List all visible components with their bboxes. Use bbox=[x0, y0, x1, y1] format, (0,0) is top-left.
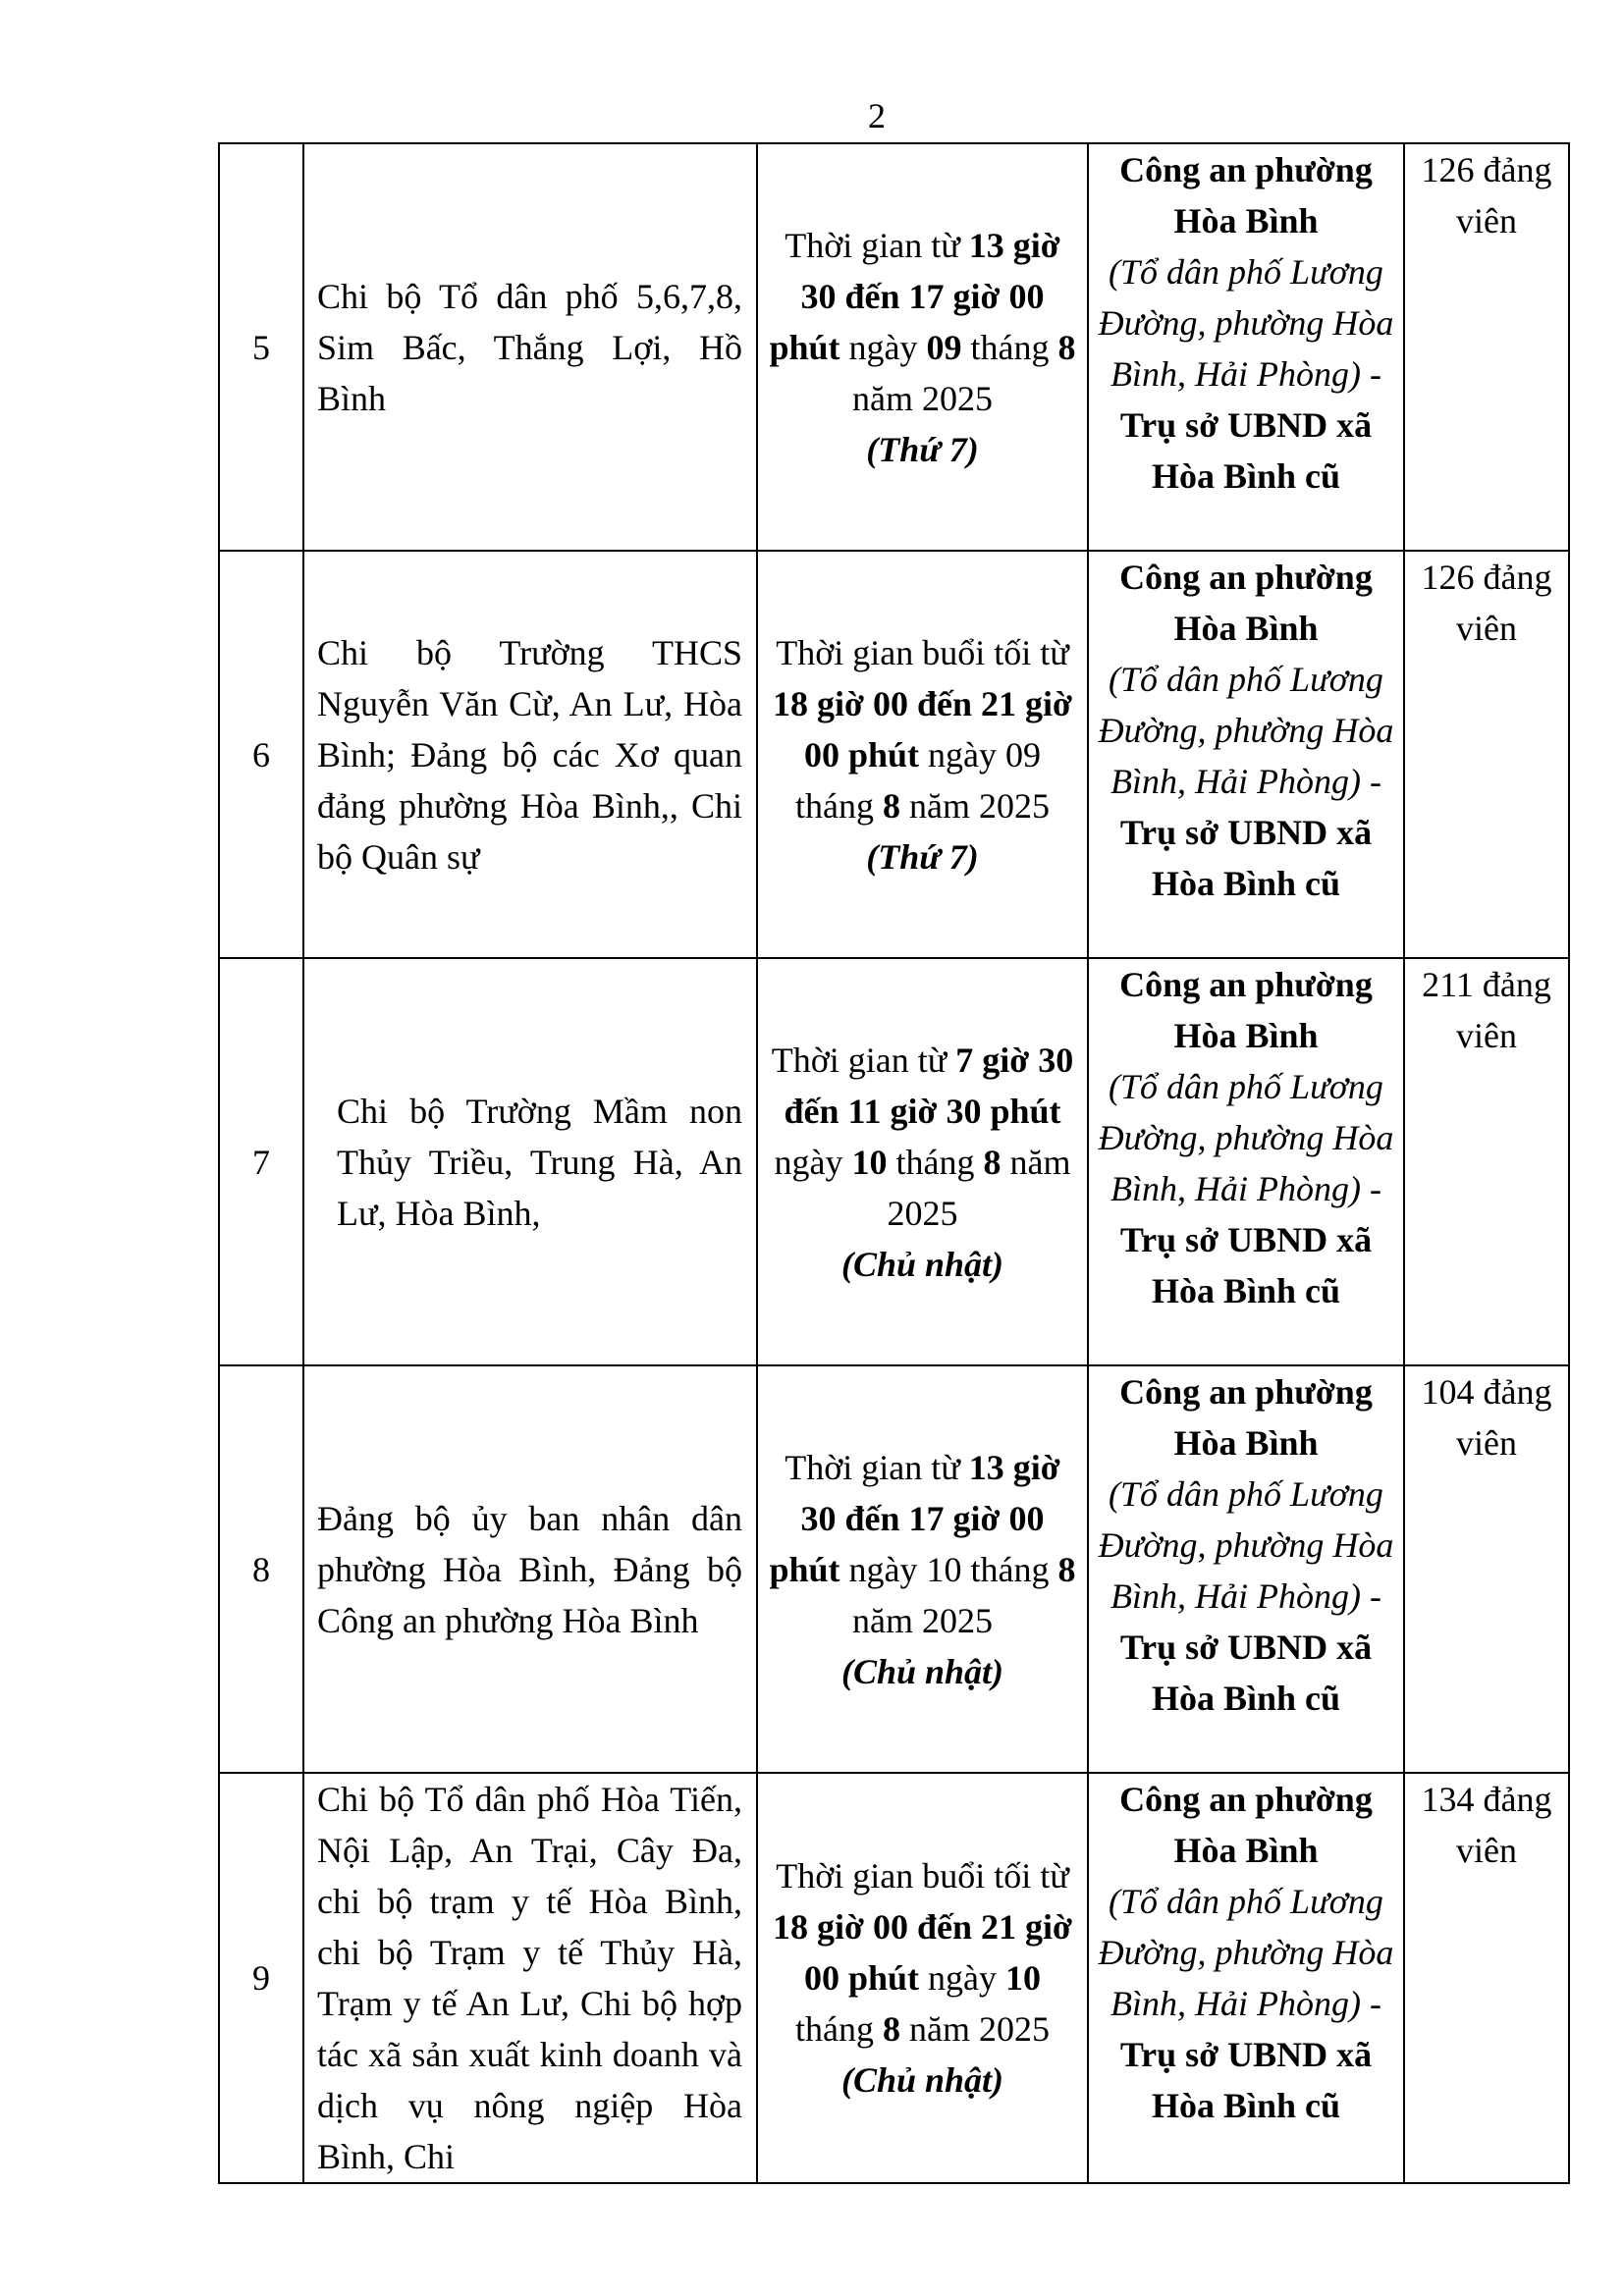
time-text: năm 2025 bbox=[852, 378, 993, 418]
place-address: (Tổ dân phố Lương Đường, phường Hòa Bình, Hải Phòng) bbox=[1098, 252, 1394, 394]
place-address: (Tổ dân phố Lương Đường, phường Hòa Bình, Hải Phòng) bbox=[1098, 1474, 1394, 1616]
row-number: 9 bbox=[219, 1773, 303, 2183]
time-cell bbox=[757, 143, 1088, 551]
time-bold-day: 10 bbox=[1005, 1958, 1042, 1998]
time-text: ngày 10 tháng bbox=[839, 1549, 1058, 1589]
place-address: (Tổ dân phố Lương Đường, phường Hòa Bình, Hải Phòng) bbox=[1098, 1067, 1394, 1208]
time-text: năm 2025 bbox=[887, 1142, 1071, 1233]
place-head: Công an phường Hòa Bình bbox=[1119, 150, 1373, 240]
party-unit-cell bbox=[303, 143, 757, 551]
page-number: 2 bbox=[868, 96, 886, 135]
time-bold-hours: 18 giờ 00 đến 21 giờ 00 phút bbox=[773, 1907, 1072, 1998]
place-cell bbox=[1088, 958, 1404, 1365]
row-number: 7 bbox=[219, 958, 303, 1365]
place-venue: Trụ sở UBND xã Hòa Bình cũ bbox=[1119, 813, 1373, 903]
time-bold-month: 8 bbox=[883, 2009, 900, 2049]
time-text: ngày bbox=[839, 327, 927, 367]
time-text: Thời gian từ bbox=[785, 1447, 969, 1487]
row-number: 5 bbox=[219, 143, 303, 551]
time-cell bbox=[757, 1773, 1088, 2183]
time-cell bbox=[757, 1365, 1088, 1773]
time-text: ngày 09 tháng bbox=[795, 734, 1042, 826]
place-venue: Trụ sở UBND xã Hòa Bình cũ bbox=[1119, 2035, 1373, 2125]
table-row bbox=[219, 1365, 1569, 1773]
place-venue: Trụ sở UBND xã Hòa Bình cũ bbox=[1119, 1220, 1373, 1310]
member-count: 126 đảng viên bbox=[1404, 551, 1569, 958]
time-cell bbox=[757, 958, 1088, 1365]
place-separator: - bbox=[1360, 1576, 1381, 1616]
time-text: ngày bbox=[774, 1142, 852, 1182]
time-text: tháng bbox=[961, 327, 1058, 367]
time-bold-month: 8 bbox=[983, 1142, 1001, 1182]
time-bold-hours: 18 giờ 00 đến 21 giờ 00 phút bbox=[773, 683, 1072, 774]
weekday-label: (Chủ nhật) bbox=[840, 2060, 1004, 2100]
time-text: Thời gian buổi tối từ bbox=[776, 1856, 1069, 1896]
member-count: 134 đảng viên bbox=[1404, 1773, 1569, 2183]
row-number: 8 bbox=[219, 1365, 303, 1773]
place-cell bbox=[1088, 143, 1404, 551]
time-bold-day: 10 bbox=[851, 1142, 888, 1182]
place-head: Công an phường Hòa Bình bbox=[1119, 965, 1373, 1055]
time-text: Thời gian từ bbox=[785, 225, 969, 265]
place-separator: - bbox=[1360, 354, 1381, 394]
party-unit-cell bbox=[303, 551, 757, 958]
place-address: (Tổ dân phố Lương Đường, phường Hòa Bình, Hải Phòng) bbox=[1098, 660, 1394, 801]
time-text: ngày bbox=[919, 1958, 1006, 1998]
time-bold-month: 8 bbox=[1057, 327, 1076, 367]
time-bold-hours: 13 giờ 30 đến 17 giờ 00 phút bbox=[769, 225, 1060, 367]
table-row bbox=[219, 1773, 1569, 2183]
schedule-table bbox=[218, 142, 1570, 2184]
time-cell bbox=[757, 551, 1088, 958]
time-text: tháng bbox=[887, 1142, 984, 1182]
time-bold-day: 8 bbox=[883, 785, 900, 826]
party-unit-text: Chi bộ Tổ dân phố Hòa Tiến, Nội Lập, An Trại, Cây Đa, chi bộ trạm y tế Hòa Bình, chi bộ Trạm y tế Thủy Hà, Trạm y tế An Lư, Chi bộ hợp tác xã sản xuất kinh doanh và dịch vụ nông ngiệp Hòa Bình, Chi bbox=[317, 1780, 742, 2176]
member-count: 126 đảng viên bbox=[1404, 143, 1569, 551]
party-unit-text: Chi bộ Tổ dân phố 5,6,7,8, Sim Bấc, Thắng Lợi, Hồ Bình bbox=[317, 276, 742, 418]
place-head: Công an phường Hòa Bình bbox=[1119, 558, 1373, 648]
place-venue: Trụ sở UBND xã Hòa Bình cũ bbox=[1119, 405, 1373, 496]
party-unit-cell bbox=[303, 958, 757, 1365]
weekday-label: (Chủ nhật) bbox=[840, 1244, 1004, 1284]
place-separator: - bbox=[1360, 762, 1381, 801]
place-head: Công an phường Hòa Bình bbox=[1119, 1780, 1373, 1870]
place-cell bbox=[1088, 1365, 1404, 1773]
member-count: 211 đảng viên bbox=[1404, 958, 1569, 1365]
party-unit-text: Chi bộ Trường Mầm non Thủy Triều, Trung Hà, An Lư, Hòa Bình, bbox=[337, 1091, 742, 1233]
time-text: Thời gian từ bbox=[771, 1040, 956, 1080]
time-text: năm 2025 bbox=[852, 1600, 993, 1640]
weekday-label: (Chủ nhật) bbox=[840, 1651, 1004, 1691]
time-bold-hours: 7 giờ 30 đến 11 giờ 30 phút bbox=[784, 1040, 1074, 1131]
party-unit-cell bbox=[303, 1773, 757, 2183]
party-unit-text: Đảng bộ ủy ban nhân dân phường Hòa Bình, Đảng bộ Công an phường Hòa Bình bbox=[317, 1498, 742, 1640]
weekday-label: (Thứ 7) bbox=[866, 836, 979, 877]
row-number: 6 bbox=[219, 551, 303, 958]
place-separator: - bbox=[1360, 1984, 1381, 2023]
time-text: năm 2025 bbox=[900, 2009, 1050, 2049]
time-bold-day: 09 bbox=[926, 327, 962, 367]
party-unit-cell bbox=[303, 1365, 757, 1773]
place-venue: Trụ sở UBND xã Hòa Bình cũ bbox=[1119, 1628, 1373, 1718]
place-address: (Tổ dân phố Lương Đường, phường Hòa Bình, Hải Phòng) bbox=[1098, 1882, 1394, 2023]
table-row bbox=[219, 551, 1569, 958]
place-cell bbox=[1088, 551, 1404, 958]
party-unit-text: Chi bộ Trường THCS Nguyễn Văn Cừ, An Lư, Hòa Bình; Đảng bộ các Xơ quan đảng phường Hòa Bình,, Chi bộ Quân sự bbox=[317, 632, 742, 877]
place-separator: - bbox=[1360, 1169, 1381, 1208]
weekday-label: (Thứ 7) bbox=[866, 429, 979, 469]
place-cell bbox=[1088, 1773, 1404, 2183]
table-row bbox=[219, 143, 1569, 551]
time-bold-day: 8 bbox=[1057, 1549, 1076, 1589]
time-text: Thời gian buổi tối từ bbox=[776, 632, 1069, 672]
time-bold-hours: 13 giờ 30 đến 17 giờ 00 phút bbox=[769, 1447, 1060, 1589]
table-row bbox=[219, 958, 1569, 1365]
member-count: 104 đảng viên bbox=[1404, 1365, 1569, 1773]
time-text: năm 2025 bbox=[900, 785, 1050, 826]
place-head: Công an phường Hòa Bình bbox=[1119, 1372, 1373, 1463]
time-text: tháng bbox=[795, 2009, 883, 2049]
